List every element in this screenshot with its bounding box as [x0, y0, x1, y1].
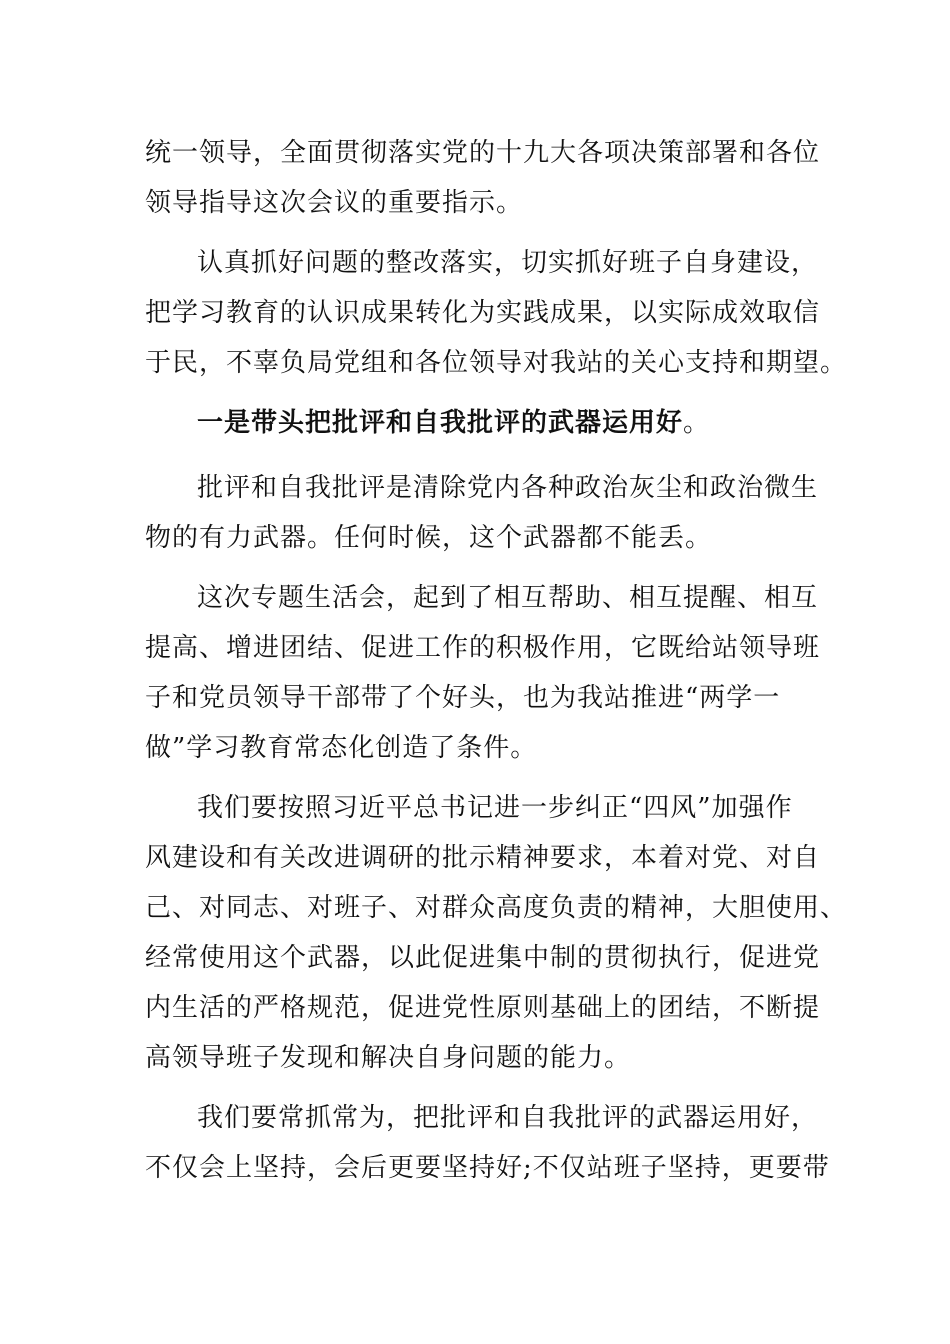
- section-heading-period: 。: [683, 408, 711, 438]
- paragraph-2-line-1: 认真抓好问题的整改落实，切实抓好班子自身建设，: [197, 248, 819, 278]
- paragraph-3-line-1: 批评和自我批评是清除党内各种政治灰尘和政治微生: [197, 473, 819, 503]
- paragraph-5-line-4: 经常使用这个武器，以此促进集中制的贯彻执行，促进党: [145, 943, 821, 973]
- paragraph-5-line-2: 风建设和有关改进调研的批示精神要求，本着对党、对自: [145, 843, 821, 873]
- paragraph-5-line-3: 己、对同志、对班子、对群众高度负责的精神，大胆使用、: [145, 893, 848, 923]
- paragraph-4-line-1: 这次专题生活会，起到了相互帮助、相互提醒、相互: [197, 583, 819, 613]
- paragraph-4-line-3: 子和党员领导干部带了个好头，也为我站推进“两学一: [145, 683, 781, 713]
- paragraph-2-line-2: 把学习教育的认识成果转化为实践成果，以实际成效取信: [145, 298, 821, 328]
- section-heading-text: 一是带头把批评和自我批评的武器运用好: [197, 408, 684, 438]
- paragraph-6-line-1: 我们要常抓常为，把批评和自我批评的武器运用好，: [197, 1103, 819, 1133]
- paragraph-1-line-2: 领导指导这次会议的重要指示。: [145, 188, 524, 218]
- paragraph-5-line-5: 内生活的严格规范，促进党性原则基础上的团结，不断提: [145, 993, 821, 1023]
- paragraph-5-line-1: 我们要按照习近平总书记进一步纠正“四风”加强作: [197, 793, 793, 823]
- paragraph-1-line-1: 统一领导，全面贯彻落实党的十九大各项决策部署和各位: [145, 138, 821, 168]
- paragraph-4-line-4: 做”学习教育常态化创造了条件。: [145, 733, 538, 763]
- paragraph-4-line-2: 提高、增进团结、促进工作的积极作用，它既给站领导班: [145, 633, 821, 663]
- paragraph-3-line-2: 物的有力武器。任何时候，这个武器都不能丢。: [145, 523, 713, 553]
- section-heading: [197, 405, 710, 441]
- paragraph-2-line-3: 于民，不辜负局党组和各位领导对我站的关心支持和期望。: [145, 348, 848, 378]
- paragraph-6-line-2: 不仅会上坚持，会后更要坚持好;不仅站班子坚持，更要带: [145, 1153, 830, 1183]
- paragraph-5-line-6: 高领导班子发现和解决自身问题的能力。: [145, 1043, 632, 1073]
